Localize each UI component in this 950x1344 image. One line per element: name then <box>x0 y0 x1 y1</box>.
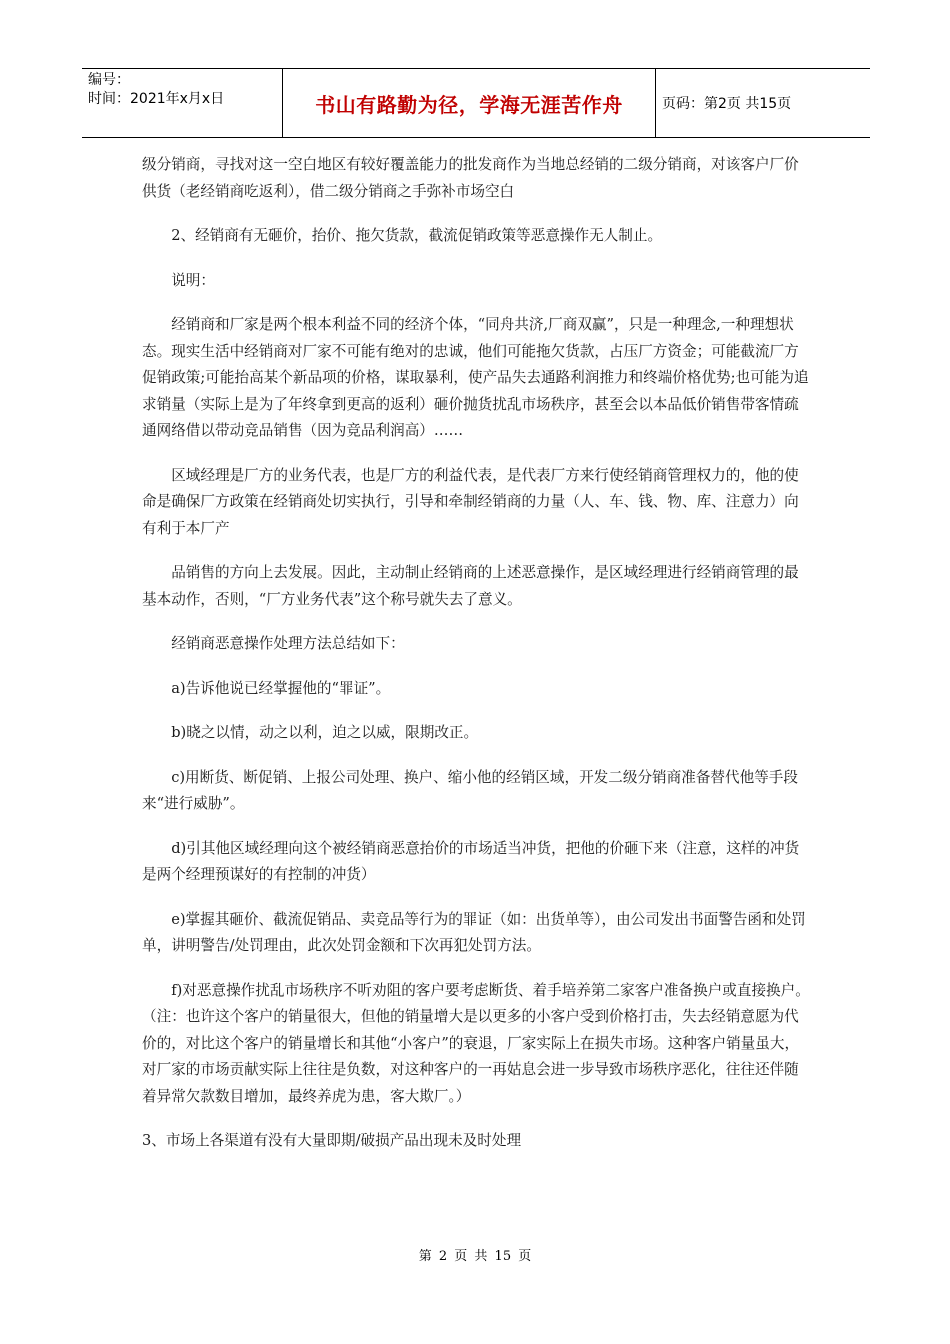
body-paragraph: 2、经销商有无砸价，抬价、拖欠货款，截流促销政策等恶意操作无人制止。 <box>171 227 663 244</box>
document-body <box>142 152 810 1173</box>
body-paragraph: 经销商恶意操作处理方法总结如下： <box>171 635 405 652</box>
page-footer: 第 2 页 共 15 页 <box>418 1249 532 1264</box>
body-paragraph: a)告诉他说已经掌握他的“罪证”。 <box>171 679 391 697</box>
header-page-number: 页码：第2页 共15页 <box>662 96 792 112</box>
document-date-label: 时间：2021年x月x日 <box>88 91 225 107</box>
body-paragraph: 说明： <box>171 271 215 289</box>
header-motto: 书山有路勤为径，学海无涯苦作舟 <box>315 92 623 117</box>
body-paragraph: 3、市场上各渠道有没有大量即期/破损产品出现未及时处理 <box>142 1132 522 1149</box>
body-paragraph: 级分销商，寻找对这一空白地区有较好覆盖能力的批发商作为当地总经销的二级分销商，对该客户厂价供货（老经销商吃返利），借二级分销商之手弥补市场空白 <box>142 156 799 200</box>
body-paragraph: f)对恶意操作扰乱市场秩序不听劝阻的客户要考虑断货、着手培养第二家客户准备换户或直接换户。（注：也许这个客户的销量很大，但他的销量增大是以更多的小客户受到价格打击，失去经销意愿为代价的，对比这个客户的销量增长和其他“小客户”的衰退，厂家实际上在损失市场。这种客户销量虽大，对厂家的市场贡献实际上往往是负数，对这种客户的一再姑息会进一步导致市场秩序恶化，往往还伴随着异常欠款数目增加，最终养虎为患，客大欺厂。） <box>142 981 810 1105</box>
body-paragraph: 经销商和厂家是两个根本利益不同的经济个体，“同舟共济,厂商双赢”，只是一种理念,一种理想状态。现实生活中经销商对厂家不可能有绝对的忠诚，他们可能拖欠货款，占压厂方资金；可能截流厂方促销政策;可能抬高某个新品项的价格，谋取暴利，使产品失去通路利润推力和终端价格优势;也可能为追求销量（实际上是为了年终拿到更高的返利）砸价抛货扰乱市场秩序，甚至会以本品低价销售带客情疏通网络借以带动竞品销售（因为竞品利润高）…… <box>142 316 809 439</box>
body-paragraph: c)用断货、断促销、上报公司处理、换户、缩小他的经销区域，开发二级分销商准备替代他等手段来“进行威胁”。 <box>142 768 798 812</box>
document-code-label: 编号： <box>88 72 130 88</box>
page-header <box>82 68 870 138</box>
body-paragraph: 品销售的方向上去发展。因此，主动制止经销商的上述恶意操作，是区域经理进行经销商管理的最基本动作，否则，“厂方业务代表”这个称号就失去了意义。 <box>142 564 799 608</box>
header-divider <box>655 69 656 137</box>
body-paragraph: b)晓之以情，动之以利，迫之以威，限期改正。 <box>171 724 479 741</box>
header-meta <box>88 71 282 109</box>
body-paragraph: e)掌握其砸价、截流促销品、卖竞品等行为的罪证（如：出货单等），由公司发出书面警告函和处罚单，讲明警告/处罚理由，此次处罚金额和下次再犯处罚方法。 <box>142 910 806 954</box>
body-paragraph: 区域经理是厂方的业务代表，也是厂方的利益代表，是代表厂方来行使经销商管理权力的，他的使命是确保厂方政策在经销商处切实执行，引导和牵制经销商的力量（人、车、钱、物、库、注意力）向有利于本厂产 <box>142 466 799 537</box>
body-paragraph: d)引其他区域经理向这个被经销商恶意抬价的市场适当冲货，把他的价砸下来（注意，这样的冲货是两个经理预谋好的有控制的冲货） <box>142 839 800 883</box>
